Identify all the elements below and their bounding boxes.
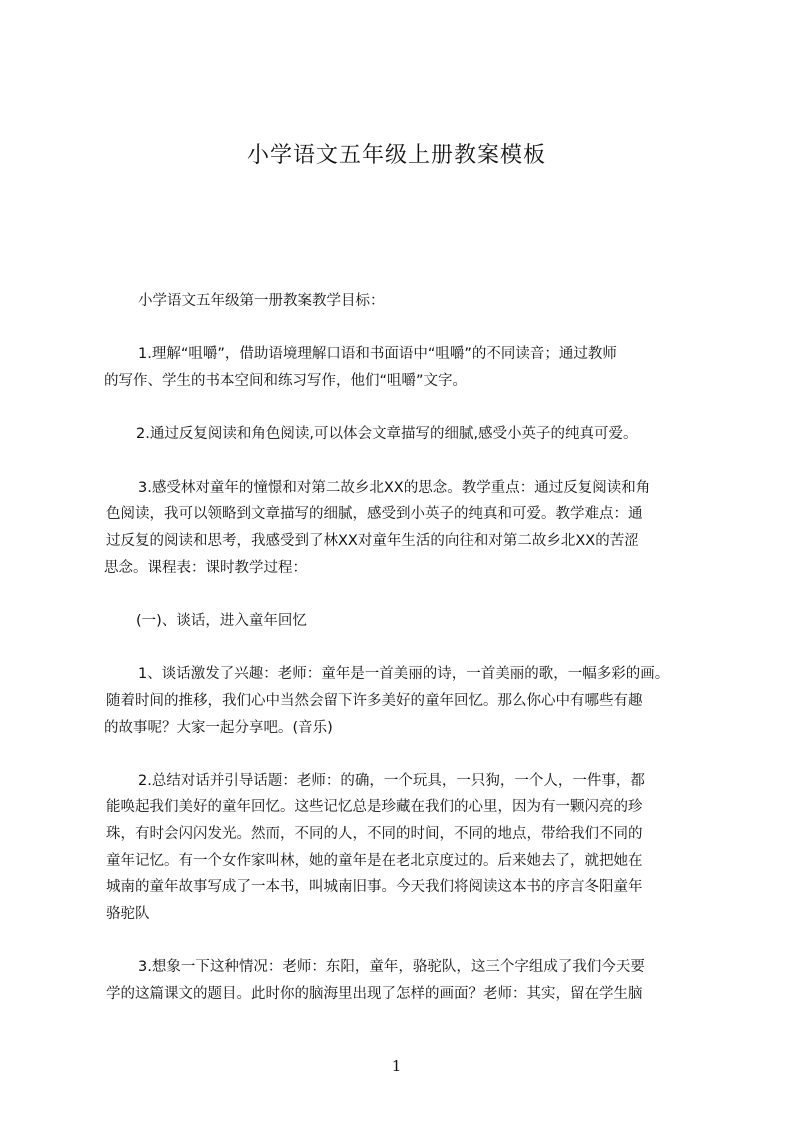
paragraph-7-line-2: 能唤起我们美好的童年回忆。这些记忆总是珍藏在我们的心里，因为有一颗闪亮的珍 — [106, 799, 643, 815]
paragraph-7-line-6: 骆驼队 — [106, 906, 150, 922]
page-number: 1 — [391, 1057, 402, 1075]
paragraph-4-line-3: 过反复的阅读和思考，我感受到了林XX对童年生活的向往和对第二故乡北XX的苦涩 — [106, 533, 639, 549]
paragraph-7-line-3: 珠，有时会闪闪发光。然而，不同的人，不同的时间，不同的地点，带给我们不同的 — [106, 826, 643, 842]
paragraph-3-line-1: 2.通过反复阅读和角色阅读,可以体会文章描写的细腻,感受小英子的纯真可爱。 — [136, 426, 638, 442]
paragraph-1-line-1: 小学语文五年级第一册教案教学目标： — [138, 293, 385, 309]
paragraph-7-line-5: 城南的童年故事写成了一本书，叫城南旧事。今天我们将阅读这本书的序言冬阳童年 — [106, 879, 643, 895]
paragraph-2-line-2: 的写作、学生的书本空间和练习写作，他们“咀嚼”文字。 — [104, 373, 468, 389]
paragraph-6-line-1: 1、谈话激发了兴趣：老师：童年是一首美丽的诗，一首美丽的歌，一幅多彩的画。 — [138, 666, 670, 682]
paragraph-4-line-2: 色阅读，我可以领略到文章描写的细腻，感受到小英子的纯真和可爱。教学难点：通 — [106, 506, 643, 522]
paragraph-2-line-1: 1.理解“咀嚼”，借助语境理解口语和书面语中“咀嚼”的不同读音；通过教师 — [138, 346, 617, 362]
paragraph-6-line-3: 的故事呢？大家一起分享吧。(音乐) — [104, 720, 333, 736]
paragraph-4-line-4: 思念。课程表：课时教学过程： — [104, 560, 307, 576]
paragraph-8-line-1: 3.想象一下这种情况：老师：东阳，童年，骆驼队，这三个字组成了我们今天要 — [138, 959, 645, 975]
page-title: 小学语文五年级上册教案模板 — [246, 143, 546, 168]
paragraph-5-line-1: (一)、谈话，进入童年回忆 — [136, 613, 307, 629]
paragraph-7-line-1: 2.总结对话并引导话题：老师：的确，一个玩具，一只狗，一个人，一件事，都 — [138, 773, 645, 789]
paragraph-7-line-4: 童年记忆。有一个女作家叫林，她的童年是在老北京度过的。后来她去了，就把她在 — [106, 853, 643, 869]
paragraph-6-line-2: 随着时间的推移，我们心中当然会留下许多美好的童年回忆。那么你心中有哪些有趣 — [106, 693, 643, 709]
paragraph-4-line-1: 3.感受林对童年的憧憬和对第二故乡北XX的思念。教学重点：通过反复阅读和角 — [138, 480, 651, 496]
paragraph-8-line-2: 学的这篇课文的题目。此时你的脑海里出现了怎样的画面？老师：其实，留在学生脑 — [106, 986, 643, 1002]
